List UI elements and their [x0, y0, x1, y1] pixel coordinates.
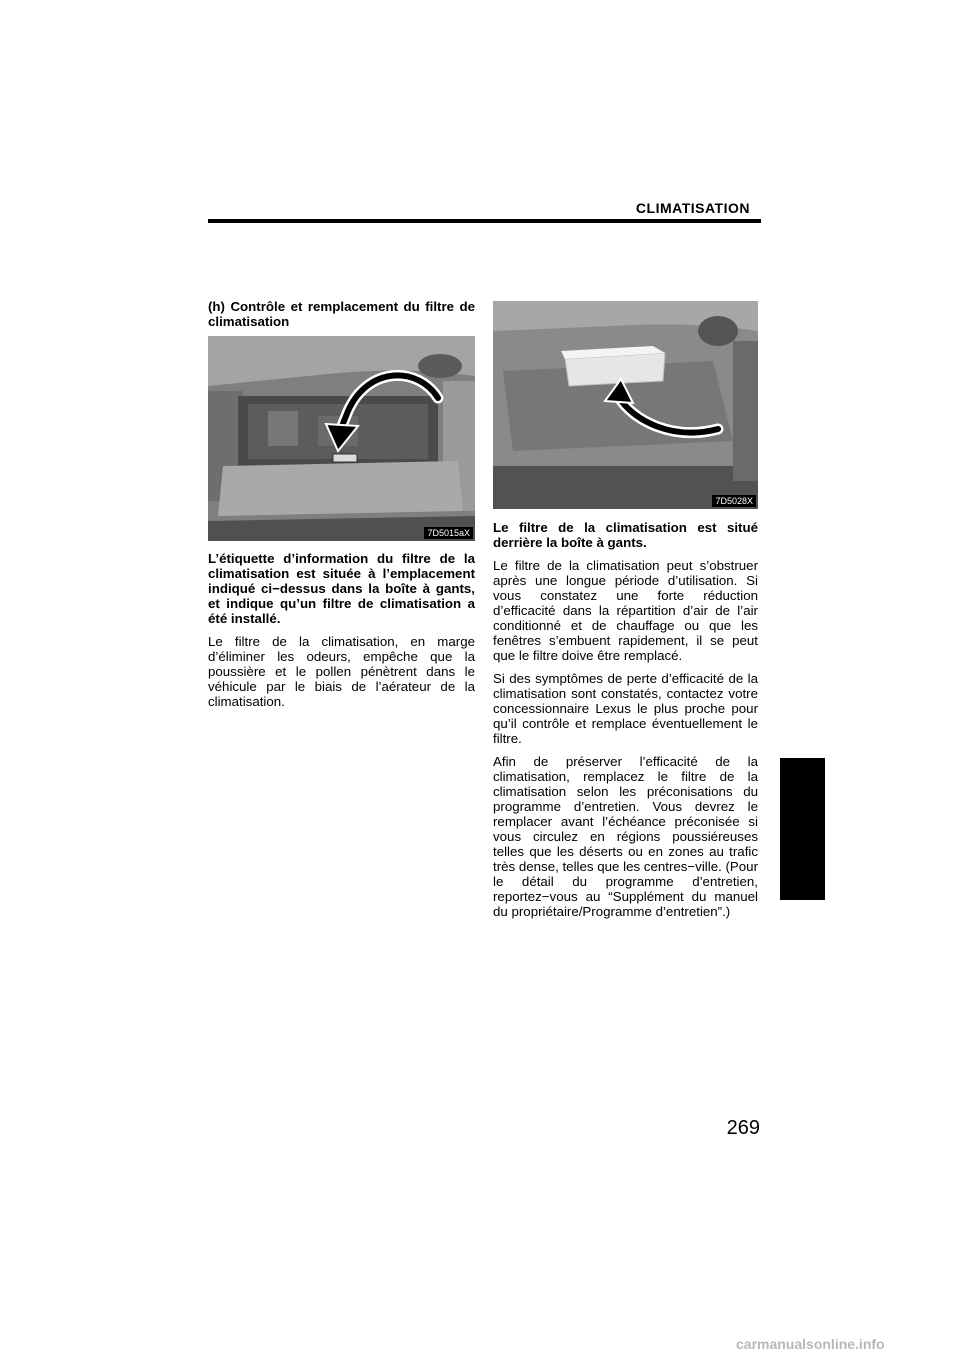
figure-code: 7D5028X: [712, 495, 756, 507]
right-text-block: [493, 520, 758, 927]
left-text-block: [208, 551, 475, 717]
right-caption: Le filtre de la climatisation est situé derrière la boîte à gants.: [493, 520, 758, 550]
left-caption: L’étiquette d’information du filtre de la climatisation est située à l’emplacement indiqué ci−dessus dans la boîte à gants, et indique qu’un filtre de climatisation a été installé.: [208, 551, 475, 626]
chapter-thumb-tab: [780, 758, 825, 900]
right-paragraph-3: Afin de préserver l’efficacité de la climatisation, remplacez le filtre de la climatisation selon les préconisations du programme d’entretien. Vous devrez le remplacer avant l’échéance préconisée si vous circulez en régions poussiéreuses telles que les déserts ou en zones au trafic très dense, telles que les centres−ville. (Pour le détail du programme d’entretien, reportez−vous au “Supplément du manuel du propriétaire/Programme d’entretien”.): [493, 754, 758, 919]
section-heading: (h) Contrôle et remplacement du filtre de climatisation: [208, 299, 475, 329]
filter-removal-illustration: [493, 301, 758, 509]
right-paragraph-1: Le filtre de la climatisation peut s’obstruer après une longue période d’utilisation. Si vous constatez une forte réduction d’efficacité dans la répartition d’air de l’air conditionné et de chauffage ou que les fenêtres s’embuent rapidement, il se peut que le filtre doive être remplacé.: [493, 558, 758, 663]
section-title: CLIMATISATION: [635, 200, 750, 216]
left-paragraph-1: Le filtre de la climatisation, en marge d’éliminer les odeurs, empêche que la poussière et le pollen pénètrent dans le véhicule par le biais de l’aérateur de la climatisation.: [208, 634, 475, 709]
watermark: carmanualsonline.info: [736, 1336, 885, 1352]
header-rule: [208, 219, 761, 223]
figure-code: 7D5015aX: [424, 527, 473, 539]
right-paragraph-2: Si des symptômes de perte d’efficacité de la climatisation sont constatés, contactez votre concessionnaire Lexus le plus proche pour qu’il contrôle et remplace éventuellement le filtre.: [493, 671, 758, 746]
cabin-filter-illustration: [493, 301, 758, 509]
page-number: 269: [726, 1117, 760, 1139]
glovebox-open-illustration: [208, 336, 475, 541]
glovebox-label-illustration: [208, 336, 475, 541]
